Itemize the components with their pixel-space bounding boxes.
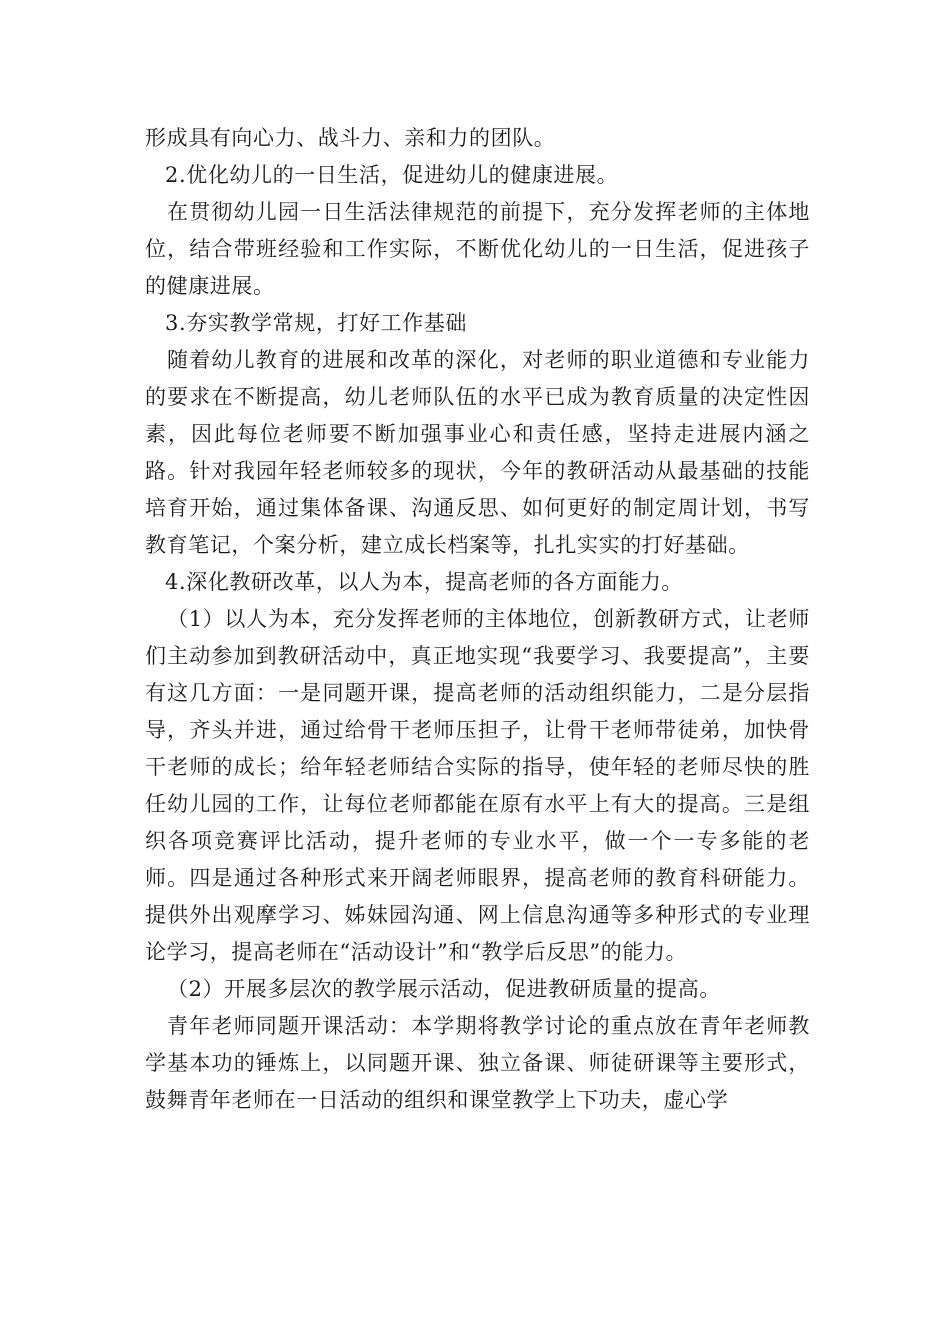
paragraph-people-oriented: （1）以人为本，充分发挥老师的主体地位，创新教研方式，让老师们主动参加到教研活动中，真正地实现“我要学习、我要提高”，主要有这几方面：一是同题开课，提高老师的活动组织能力，二是分层指导，齐头并进，通过给骨干老师压担子，让骨干老师带徒弟，加快骨干老师的成长；给年轻老师结合实际的指导，使年轻的老师尽快的胜任幼儿园的工作，让每位老师都能在原有水平上有大的提高。三是组织各项竞赛评比活动，提升老师的专业水平，做一个一专多能的老师。四是通过各种形式来开阔老师眼界，提高老师的教育科研能力。提供外出观摩学习、姊妹园沟通、网上信息沟通等多种形式的专业理论学习，提高老师在“活动设计”和“教学后反思”的能力。 — [145, 607, 810, 964]
heading-teaching-showcase: （2）开展多层次的教学展示活动，促进教研质量的提高。 — [167, 977, 721, 1001]
paragraph-young-teachers: 青年老师同题开课活动：本学期将教学讨论的重点放在青年老师教学基本功的锤炼上，以同题开课、独立备课、师徒研课等主要形式，鼓舞青年老师在一日活动的组织和课堂教学上下功夫，虚心学 — [145, 1014, 810, 1112]
paragraph-daily-life: 在贯彻幼儿园一日生活法律规范的前提下，充分发挥老师的主体地位，结合带班经验和工作实际，不断优化幼儿的一日生活，促进孩子的健康进展。 — [145, 200, 810, 298]
heading-research-reform: 4.深化教研改革，以人为本，提高老师的各方面能力。 — [165, 570, 684, 594]
heading-optimize-daily-life: 2.优化幼儿的一日生活，促进幼儿的健康进展。 — [165, 163, 619, 187]
paragraph-teaching-routine: 随着幼儿教育的进展和改革的深化，对老师的职业道德和专业能力的要求在不断提高，幼儿老师队伍的水平已成为教育质量的决定性因素，因此每位老师要不断加强事业心和责任感，坚持走进展内涵之路。针对我园年轻老师较多的现状，今年的教研活动从最基础的技能培育开始，通过集体备课、沟通反思、如何更好的制定周计划，书写教育笔记，个案分析，建立成长档案等，扎扎实实的打好基础。 — [145, 348, 810, 557]
heading-teaching-routine: 3.夯实教学常规，打好工作基础 — [165, 311, 468, 335]
paragraph-team-continuation: 形成具有向心力、战斗力、亲和力的团队。 — [145, 126, 556, 150]
document-body — [145, 120, 810, 1119]
